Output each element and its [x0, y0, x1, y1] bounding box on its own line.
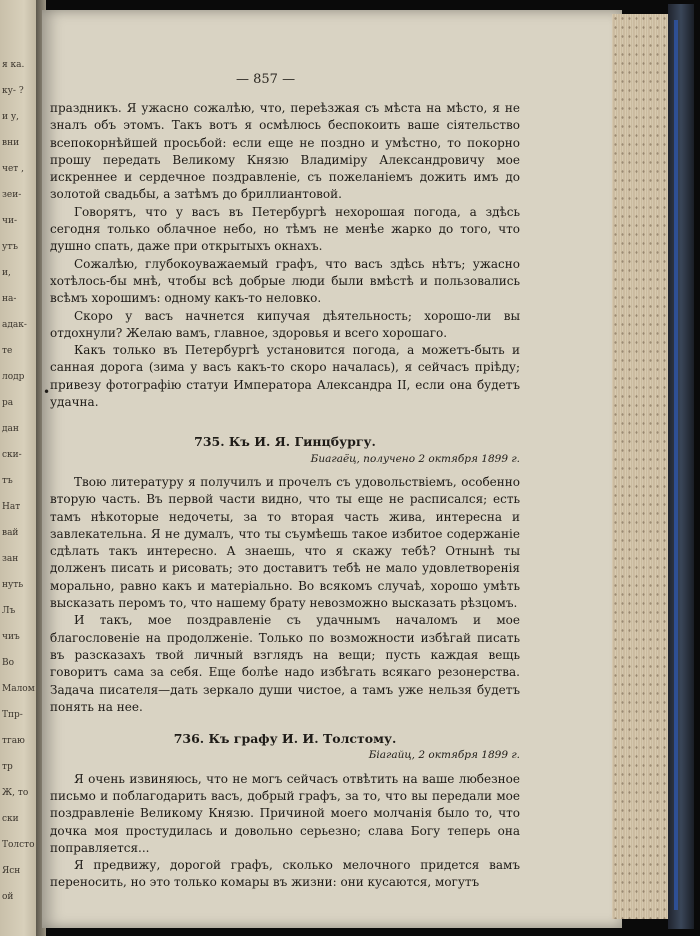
- left-page-fragment: дан: [2, 424, 19, 434]
- left-page-fragment: утъ: [2, 242, 19, 252]
- paragraph: Какъ только въ Петербургѣ установится погода, а можетъ-быть и санная дорога (зима у васъ какъ-то скоро началась), я сейчасъ пріѣду; привезу фотографію статуи Императора Александра II, если она будетъ удачна.: [50, 343, 520, 410]
- letter-dateline: Біагайц, 2 октября 1899 г.: [368, 749, 520, 762]
- left-page-fragment: зеи-: [2, 190, 22, 200]
- paragraph: И такъ, мое поздравленіе съ удачнымъ началомъ и мое благословеніе на продолженіе. Только по возможности избѣгай писать въ разсказахъ твой личный взглядъ на вещи; пусть каждая вещь говоритъ сама за себя. Еще болѣе надо избѣгать всякаго резонерства. Задача писателя—дать зеркало души чистое, а тамъ уже нельзя будетъ понять на нее.: [50, 613, 520, 714]
- left-page-fragment: Малом: [2, 684, 35, 694]
- left-page-fragment: нуть: [2, 580, 24, 590]
- left-page-fragment: ку- ?: [2, 86, 24, 96]
- left-page-fragment: адак-: [2, 320, 27, 330]
- book-cover: [668, 4, 694, 929]
- left-page-fragment: чиъ: [2, 632, 20, 642]
- left-page-fragment: Тпр-: [2, 710, 23, 720]
- paragraph: Сожалѣю, глубокоуважаемый графъ, что васъ здѣсь нѣтъ; ужасно хотѣлось-бы мнѣ, чтобы всѣ добрые люди были вмѣстѣ и пользовались всѣмъ хорошимъ: одному какъ-то неловко.: [50, 256, 520, 306]
- left-page-fragment: и у,: [2, 112, 20, 122]
- left-page-fragment: и,: [2, 268, 11, 278]
- letter-heading: 735. Къ И. Я. Гинцбургу.: [194, 434, 376, 450]
- left-page-fragment: Ж, то: [2, 788, 29, 798]
- left-page-fragment: тгаю: [2, 736, 25, 746]
- left-page-fragment: лодр: [2, 372, 25, 382]
- left-page-fragment: чет ,: [2, 164, 24, 174]
- paragraph: Говорятъ, что у васъ въ Петербургѣ нехорошая погода, а здѣсь сегодня только облачное небо, но тѣмъ не менѣе жарко до того, что душно спать, даже при открытыхъ окнахъ.: [50, 204, 520, 254]
- paragraph: Твою литературу я получилъ и прочелъ съ удовольствіемъ, особенно вторую часть. Въ первой части видно, что ты еще не расписался; есть тамъ нѣкоторые недочеты, за то вторая часть жива, интересна и завлекательна. Я не думалъ, что ты съумѣешь такое избитое содержаніе сдѣлать такъ интересно. А знаешь, что я скажу тебѣ? Отнынѣ ты долженъ писать и рисовать; это доставитъ тебѣ не мало удовлетворенія морально, равно какъ и матеріально. Во всякомъ случаѣ, хорошо умѣть высказать перомъ то, что нашему брату невозможно высказать рѣзцомъ.: [50, 474, 520, 611]
- margin-bullet: •: [43, 385, 51, 399]
- cover-stripe: [674, 20, 678, 910]
- page-text: [50, 100, 520, 892]
- left-page-fragment: те: [2, 346, 13, 356]
- left-page-fragment: чи-: [2, 216, 17, 226]
- left-page-fragment: тр: [2, 762, 13, 772]
- left-page-fragment: Толсто: [2, 840, 35, 850]
- paragraph: праздникъ. Я ужасно сожалѣю, что, переѣзжая съ мѣста на мѣсто, я не зналъ объ этомъ. Такъ вотъ я осмѣлюсь беспокоить ваше сіятельство всепокорнѣйшей просьбой: если еще не поздно и умѣстно, то покорно прошу передать Великому Князю Владиміру Александровичу мое искреннее и сердечное поздравленіе, съ пожеланіемъ дожить имъ до золотой свадьбы, а затѣмъ до бриллиантовой.: [50, 101, 520, 202]
- letter-heading: 736. Къ графу И. И. Толстому.: [173, 731, 397, 747]
- left-page-fragment: Ясн: [2, 866, 21, 876]
- letter-dateline: Биагаёц, получено 2 октября 1899 г.: [310, 452, 520, 465]
- left-page-fragment: ски-: [2, 450, 22, 460]
- left-page-fragment: вай: [2, 528, 19, 538]
- left-page-edge: [0, 0, 40, 936]
- left-page-fragment: Лъ: [2, 606, 16, 616]
- page-number: — 857 —: [236, 72, 296, 87]
- paragraph: Я очень извиняюсь, что не могъ сейчасъ отвѣтить на ваше любезное письмо и поблагодарить васъ, добрый графъ, за то, что вы передали мое поздравленіе Великому Князю. Причиной моего молчанія было то, что дочка моя простудилась и довольно серьезно; слава Богу теперь она поправляется...: [50, 771, 520, 855]
- left-page-fragment: тъ: [2, 476, 13, 486]
- left-page-fragment: ра: [2, 398, 14, 408]
- left-page-fragment: вни: [2, 138, 20, 148]
- paragraph: Скоро у васъ начнется кипучая дѣятельность; хорошо-ли вы отдохнули? Желаю вамъ, главное, здоровья и всего хорошаго.: [50, 308, 520, 340]
- left-page-fragment: Нат: [2, 502, 21, 512]
- page-edges-texture: [612, 14, 668, 919]
- left-page-fragment: я ка.: [2, 60, 25, 70]
- paragraph: Я предвижу, дорогой графъ, сколько мелочного придется вамъ переносить, но это только комары въ жизни: они кусаются, могутъ: [50, 858, 520, 890]
- left-page-fragment: ски: [2, 814, 19, 824]
- left-page-fragment: ой: [2, 892, 14, 902]
- left-page-fragment: Во: [2, 658, 15, 668]
- left-page-fragment: на-: [2, 294, 17, 304]
- left-page-fragment: зан: [2, 554, 19, 564]
